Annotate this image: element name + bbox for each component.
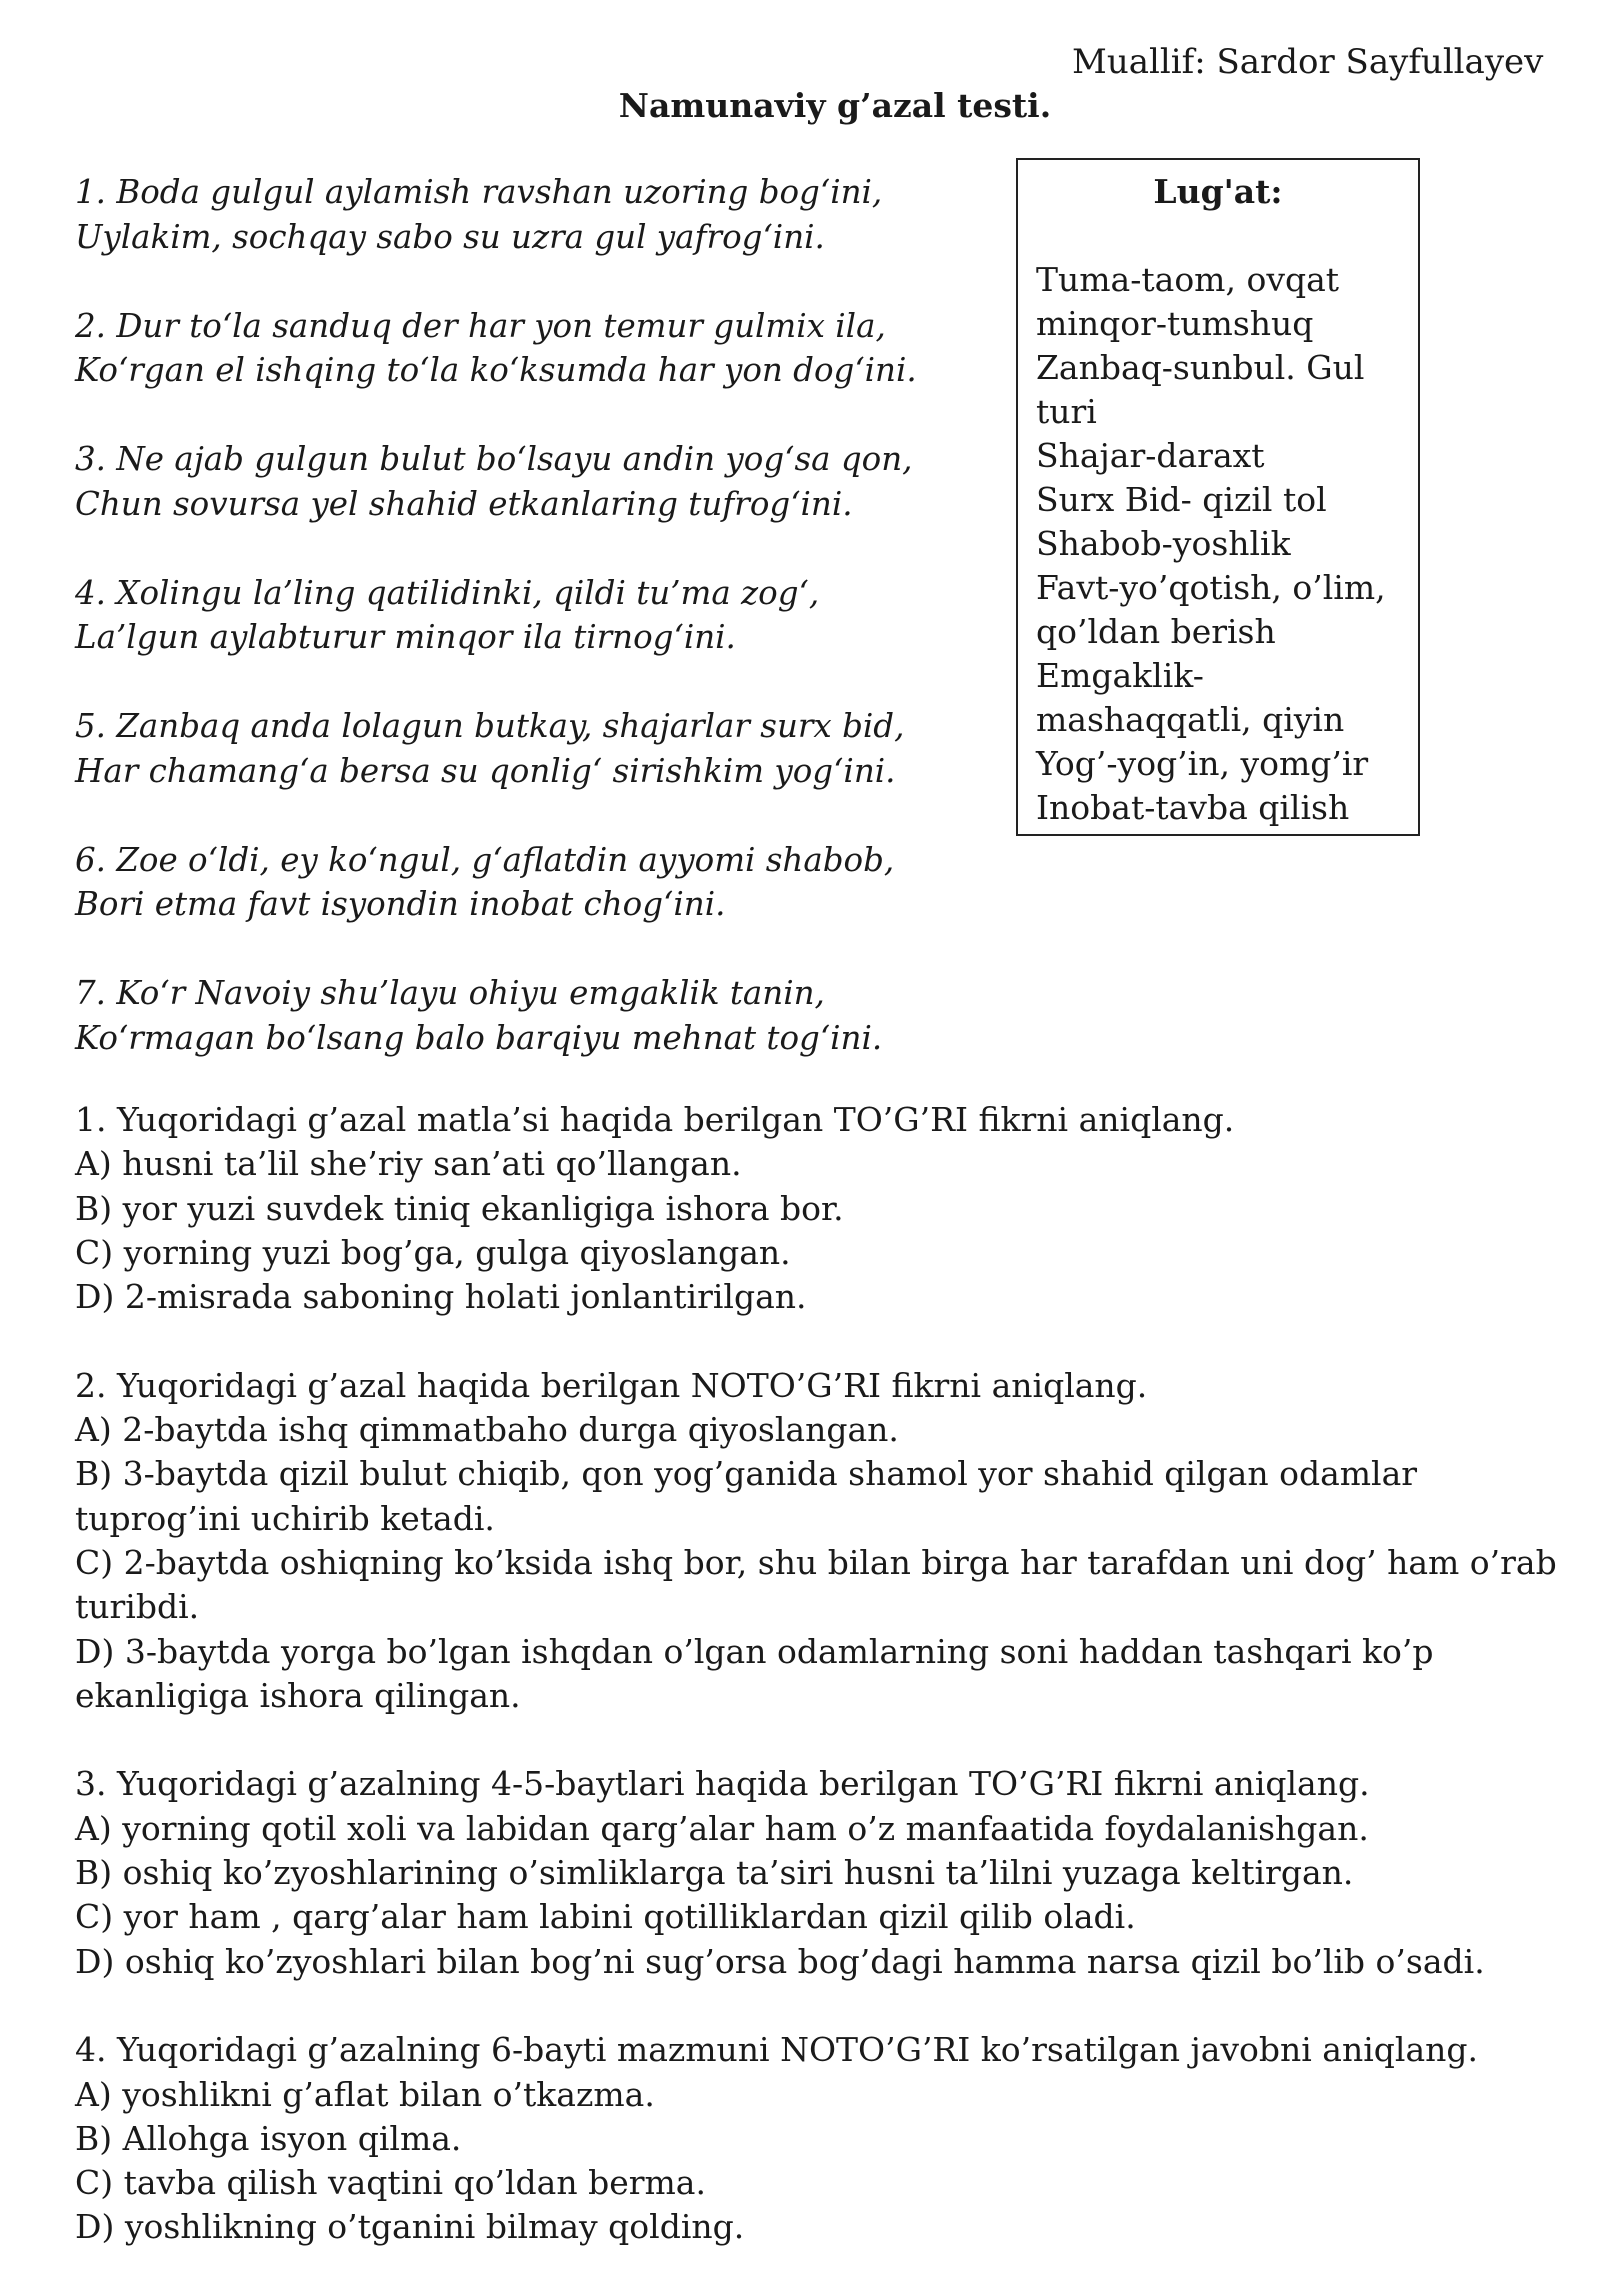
- answer-option: B) Allohga isyon qilma.: [75, 2118, 462, 2158]
- question-block: [75, 1762, 1575, 1983]
- dictionary-item: Inobat-tavba qilish: [1036, 788, 1350, 827]
- poem-stanza: [75, 437, 975, 526]
- question-text: 2. Yuqoridagi g’azal haqida berilgan NOTO’G’RI fikrni aniqlang.: [75, 1365, 1148, 1405]
- question-text: 3. Yuqoridagi g’azalning 4-5-baytlari haqida berilgan TO’G’RI fikrni aniqlang.: [75, 1764, 1370, 1804]
- answer-option: A) yorning qotil xoli va labidan qarg’alar ham o’z manfaatida foydalanishgan.: [75, 1808, 1369, 1848]
- answer-option: C) yorning yuzi bog’ga, gulga qiyoslangan.: [75, 1232, 791, 1272]
- dictionary-title: Lug'at:: [1153, 172, 1283, 211]
- author-line: Muallif: Sardor Sayfullayev: [1072, 42, 1544, 82]
- poem-line: 5. Zanbaq anda lolagun butkay, shajarlar surx bid,: [75, 707, 905, 745]
- poem-line: Chun sovursa yel shahid etkanlaring tufrog‘ini.: [75, 484, 853, 523]
- poem-stanza: [75, 704, 975, 793]
- answer-option: B) oshiq ko’zyoshlarining o’simliklarga ta’siri husni ta’lilni yuzaga keltirgan.: [75, 1853, 1354, 1893]
- question-block: [75, 1098, 1575, 1319]
- dictionary-item: Shabob-yoshlik: [1036, 524, 1291, 563]
- poem-stanza: [75, 304, 975, 393]
- poem-line: 3. Ne ajab gulgun bulut bo‘lsayu andin yog‘sa qon,: [75, 440, 913, 478]
- poem-line: Uylakim, sochqay sabo su uzra gul yafrog‘ini.: [75, 217, 825, 256]
- dictionary-item: Emgaklik-mashaqqatli, qiyin: [1036, 656, 1345, 739]
- dictionary-box: [1016, 158, 1420, 836]
- dictionary-item: Zanbaq-sunbul. Gul turi: [1036, 348, 1365, 431]
- poem-line: Ko‘rgan el ishqing to‘la ko‘ksumda har yon dog‘ini.: [75, 351, 917, 389]
- answer-option: C) 2-baytda oshiqning ko’ksida ishq bor, shu bilan birga har tarafdan uni dog’ ham o’rab turibdi.: [75, 1542, 1557, 1627]
- poem-line: Bori etma favt isyondin inobat chog‘ini.: [75, 885, 726, 923]
- dictionary-item: Yog’-yog’in, yomg’ir: [1036, 744, 1369, 783]
- poem-stanza: [75, 971, 975, 1060]
- poem-line: 1. Boda gulgul aylamish ravshan uzoring bog‘ini,: [75, 173, 883, 211]
- answer-option: C) tavba qilish vaqtini qo’ldan berma.: [75, 2163, 706, 2203]
- poem-line: 4. Xolingu la’ling qatilidinki, qildi tu’ma zog‘,: [75, 573, 820, 612]
- dictionary-item: Surx Bid- qizil tol: [1036, 480, 1327, 519]
- poem-line: 6. Zoe o‘ldi, ey ko‘ngul, g‘aflatdin ayyomi shabob,: [75, 840, 895, 879]
- question-block: [75, 2028, 1575, 2249]
- dictionary-item: Favt-yo’qotish, o’lim, qo’ldan berish: [1036, 568, 1386, 651]
- question-text: 1. Yuqoridagi g’azal matla’si haqida berilgan TO’G’RI fikrni aniqlang.: [75, 1100, 1235, 1139]
- poem-stanza: [75, 170, 975, 259]
- answer-option: B) yor yuzi suvdek tiniq ekanligiga ishora bor.: [75, 1188, 844, 1228]
- answer-option: D) 3-baytda yorga bo’lgan ishqdan o’lgan odamlarning soni haddan tashqari ko’p ekanligiga ishora qilingan.: [75, 1631, 1434, 1715]
- questions: [75, 1098, 1575, 2294]
- answer-option: B) 3-baytda qizil bulut chiqib, qon yog’ganida shamol yor shahid qilgan odamlar tuprog’ini uchirib ketadi.: [75, 1454, 1418, 1538]
- question-text: 4. Yuqoridagi g’azalning 6-bayti mazmuni NOTO’G’RI ko’rsatilgan javobni aniqlang.: [75, 2030, 1478, 2070]
- poem-stanza: [75, 838, 975, 927]
- dictionary-item: Tuma-taom, ovqat: [1036, 260, 1340, 299]
- poem-line: 7. Ko‘r Navoiy shu’layu ohiyu emgaklik tanin,: [75, 974, 825, 1012]
- page-title: Namunaviy g’azal testi.: [618, 86, 1052, 125]
- answer-option: D) yoshlikning o’tganini bilmay qolding.: [75, 2207, 745, 2247]
- poem-line: La’lgun aylabturur minqor ila tirnog‘ini.: [75, 618, 736, 656]
- poem-stanza: [75, 571, 975, 660]
- answer-option: A) yoshlikni g’aflat bilan o’tkazma.: [75, 2074, 655, 2114]
- dictionary-item: Shajar-daraxt: [1036, 436, 1265, 475]
- dictionary-item: minqor-tumshuq: [1036, 304, 1314, 343]
- answer-option: A) husni ta’lil she’riy san’ati qo’llangan.: [75, 1144, 742, 1184]
- poem-line: Ko‘rmagan bo‘lsang balo barqiyu mehnat tog‘ini.: [75, 1018, 883, 1057]
- answer-option: C) yor ham , qarg’alar ham labini qotilliklardan qizil qilib oladi.: [75, 1897, 1136, 1937]
- poem-line: 2. Dur to‘la sanduq der har yon temur gulmix ila,: [75, 306, 886, 345]
- poem: [75, 170, 975, 1105]
- answer-option: A) 2-baytda ishq qimmatbaho durga qiyoslangan.: [75, 1410, 899, 1450]
- question-block: [75, 1364, 1575, 1718]
- answer-option: D) 2-misrada saboning holati jonlantirilgan.: [75, 1277, 807, 1317]
- poem-line: Har chamang‘a bersa su qonlig‘ sirishkim yog‘ini.: [75, 751, 896, 790]
- answer-option: D) oshiq ko’zyoshlari bilan bog’ni sug’orsa bog’dagi hamma narsa qizil bo’lib o’sadi.: [75, 1941, 1485, 1981]
